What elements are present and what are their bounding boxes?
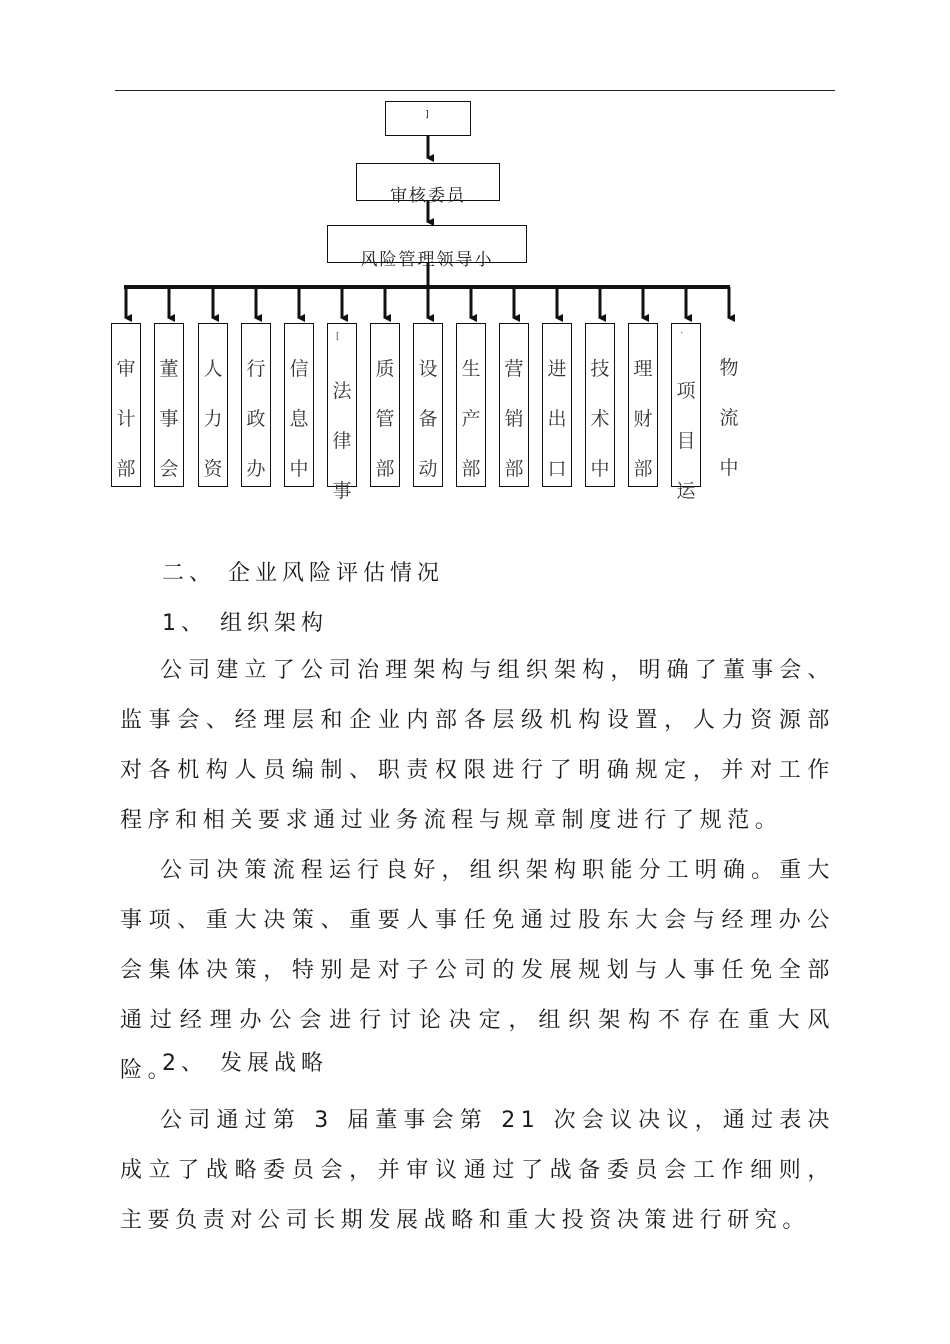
subheading-title: 组织架构 bbox=[220, 611, 329, 636]
subheading-strategy bbox=[162, 1046, 328, 1077]
department-box bbox=[284, 323, 314, 487]
department-box bbox=[542, 323, 572, 487]
department-label: 营销部 bbox=[504, 358, 524, 480]
department-label: 理财部 bbox=[633, 358, 653, 480]
department-box bbox=[712, 323, 746, 487]
audit-committee-label: 审核委员 bbox=[390, 186, 466, 206]
top-box bbox=[385, 101, 471, 136]
department-label: 质管部 bbox=[375, 358, 395, 480]
department-label: 技术中 bbox=[590, 358, 610, 480]
department-box bbox=[111, 323, 141, 487]
paragraph-2: 公司决策流程运行良好，组织架构职能分工明确。重大事项、重大决策、重要人事任免通过股东大会与经理办公会集体决策，特别是对子公司的发展规划与人事任免全部通过经理办公会进行讨论决定，组织架构不存在重大风险。 bbox=[120, 858, 835, 1083]
subheading-number: 2、 bbox=[162, 1051, 208, 1076]
risk-group-box bbox=[327, 225, 527, 270]
department-label: 进出口 bbox=[547, 358, 567, 480]
department-label: 生产部 bbox=[461, 358, 481, 480]
department-box bbox=[198, 323, 228, 487]
subheading-title: 发展战略 bbox=[220, 1051, 329, 1076]
section-title: 二、 企业风险评估情况 bbox=[162, 561, 444, 586]
department-label: 人力资 bbox=[203, 358, 223, 480]
paragraph-1: 公司建立了公司治理架构与组织架构，明确了董事会、监事会、经理层和企业内部各层级机构设置，人力资源部对各机构人员编制、职责权限进行了明确规定，并对工作程序和相关要求通过业务流程与规章制度进行了规范。 bbox=[120, 658, 835, 833]
subheading-number: 1、 bbox=[162, 611, 208, 636]
department-box bbox=[499, 323, 529, 487]
department-label: 董事会 bbox=[159, 358, 179, 480]
department-label: 信息中 bbox=[289, 358, 309, 480]
paragraph-strategy bbox=[120, 1096, 835, 1246]
top-box-label: ] bbox=[425, 110, 431, 120]
department-box bbox=[327, 323, 357, 502]
department-label: 设备动 bbox=[418, 358, 438, 480]
department-box bbox=[241, 323, 271, 487]
paragraph-org-structure bbox=[120, 646, 835, 846]
department-box bbox=[413, 323, 443, 487]
department-mark: [ bbox=[336, 332, 340, 342]
department-box bbox=[456, 323, 486, 487]
department-box bbox=[671, 323, 701, 502]
department-label: 审计部 bbox=[116, 358, 136, 480]
department-box bbox=[154, 323, 184, 487]
department-box bbox=[370, 323, 400, 487]
department-label: 行政办 bbox=[246, 358, 266, 480]
risk-group-label: 风险管理领导小 bbox=[360, 250, 494, 270]
department-label: 项目运 bbox=[676, 380, 696, 502]
department-box bbox=[585, 323, 615, 487]
subheading-org-structure bbox=[162, 606, 328, 637]
department-label: 法律事 bbox=[332, 380, 352, 502]
paragraph-3: 公司通过第 3 届董事会第 21 次会议决议，通过表决成立了战略委员会，并审议通过了战备委员会工作细则，主要负责对公司长期发展战略和重大投资决策进行研究。 bbox=[120, 1108, 835, 1233]
department-mark: ` bbox=[680, 332, 685, 342]
department-box bbox=[628, 323, 658, 487]
audit-committee-box bbox=[356, 163, 500, 206]
department-label: 物流中 bbox=[719, 357, 739, 479]
